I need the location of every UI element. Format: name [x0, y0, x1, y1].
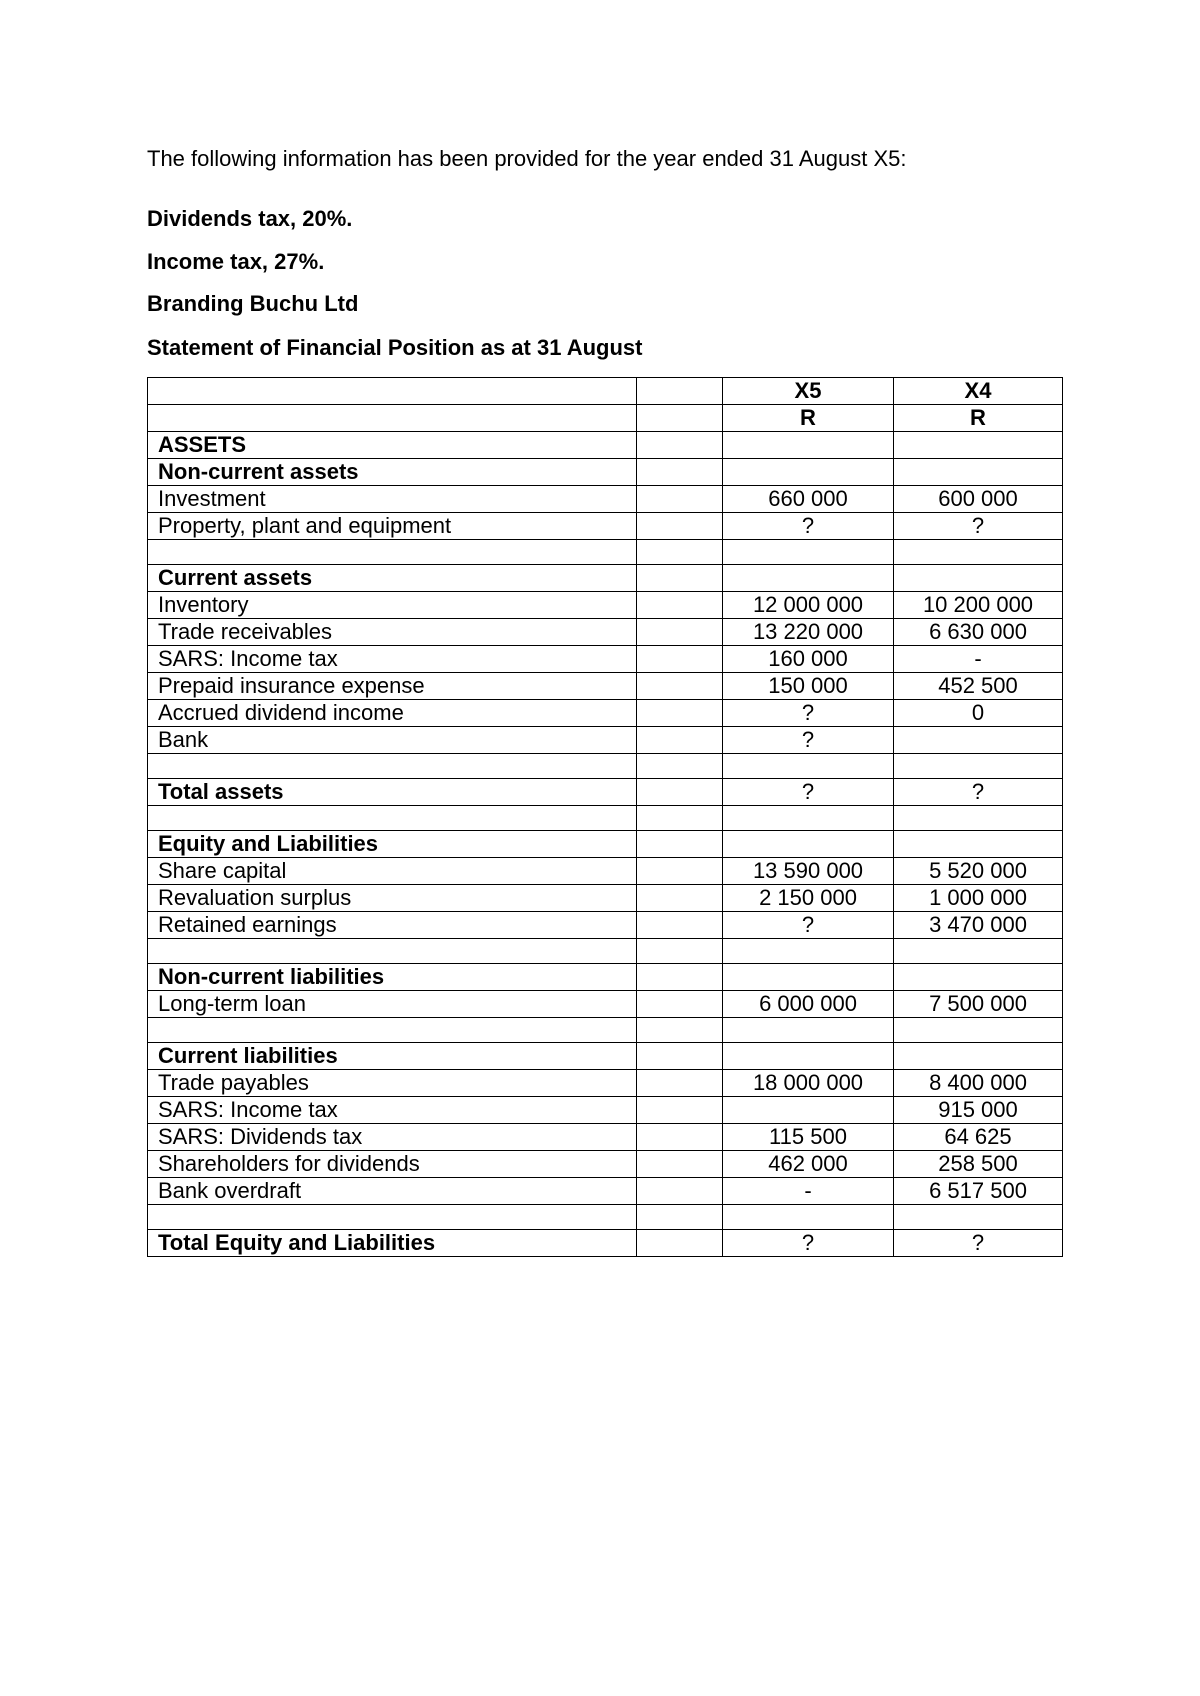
value-x4: [894, 432, 1063, 459]
header-x5-unit: R: [723, 405, 894, 432]
financial-position-table: [147, 377, 1063, 1257]
header-note-cell: [637, 378, 723, 405]
table-row: [148, 831, 1063, 858]
row-label: Trade receivables: [148, 619, 637, 646]
note-cell: [637, 513, 723, 540]
value-x4: 600 000: [894, 486, 1063, 513]
header-x5: X5: [723, 378, 894, 405]
empty-cell: [637, 939, 723, 964]
value-x5: [723, 1043, 894, 1070]
value-x5: ?: [723, 912, 894, 939]
value-x4: 1 000 000: [894, 885, 1063, 912]
statement-title: Statement of Financial Position as at 31 August: [147, 335, 643, 360]
table-row: [148, 619, 1063, 646]
value-x5: ?: [723, 700, 894, 727]
table-row: [148, 991, 1063, 1018]
row-label: Inventory: [148, 592, 637, 619]
spacer-row: [148, 806, 1063, 831]
row-label: Total Equity and Liabilities: [148, 1230, 637, 1257]
table-row: [148, 885, 1063, 912]
empty-cell: [637, 1205, 723, 1230]
row-label: Current assets: [148, 565, 637, 592]
value-x4: 7 500 000: [894, 991, 1063, 1018]
table-row: [148, 513, 1063, 540]
row-label: Non-current liabilities: [148, 964, 637, 991]
header-row-years: [148, 378, 1063, 405]
header-label-cell: [148, 405, 637, 432]
empty-cell: [637, 1018, 723, 1043]
table-row: [148, 700, 1063, 727]
table-row: [148, 646, 1063, 673]
value-x5: 160 000: [723, 646, 894, 673]
value-x4: [894, 964, 1063, 991]
row-label: Prepaid insurance expense: [148, 673, 637, 700]
value-x4: 64 625: [894, 1124, 1063, 1151]
value-x5: 12 000 000: [723, 592, 894, 619]
table-row: [148, 486, 1063, 513]
note-cell: [637, 831, 723, 858]
table-row: [148, 1043, 1063, 1070]
table-row: [148, 779, 1063, 806]
note-cell: [637, 700, 723, 727]
value-x4: [894, 1043, 1063, 1070]
note-cell: [637, 727, 723, 754]
value-x4: ?: [894, 1230, 1063, 1257]
row-label: SARS: Income tax: [148, 1097, 637, 1124]
empty-cell: [894, 1205, 1063, 1230]
note-cell: [637, 964, 723, 991]
value-x5: 18 000 000: [723, 1070, 894, 1097]
value-x4: [894, 727, 1063, 754]
table-row: [148, 727, 1063, 754]
row-label: Non-current assets: [148, 459, 637, 486]
income-tax-rate: Income tax, 27%.: [147, 249, 325, 274]
header-x4: X4: [894, 378, 1063, 405]
value-x5: ?: [723, 1230, 894, 1257]
value-x4: 258 500: [894, 1151, 1063, 1178]
empty-cell: [894, 540, 1063, 565]
note-cell: [637, 991, 723, 1018]
row-label: Equity and Liabilities: [148, 831, 637, 858]
table-row: [148, 912, 1063, 939]
spacer-row: [148, 1018, 1063, 1043]
value-x5: [723, 1097, 894, 1124]
value-x5: 13 220 000: [723, 619, 894, 646]
empty-cell: [148, 806, 637, 831]
empty-cell: [148, 754, 637, 779]
spacer-row: [148, 1205, 1063, 1230]
value-x4: 5 520 000: [894, 858, 1063, 885]
value-x4: -: [894, 646, 1063, 673]
note-cell: [637, 1230, 723, 1257]
note-cell: [637, 779, 723, 806]
row-label: Accrued dividend income: [148, 700, 637, 727]
table-row: [148, 1070, 1063, 1097]
header-x4-unit: R: [894, 405, 1063, 432]
empty-cell: [637, 754, 723, 779]
value-x5: 115 500: [723, 1124, 894, 1151]
empty-cell: [894, 806, 1063, 831]
empty-cell: [148, 540, 637, 565]
value-x4: ?: [894, 779, 1063, 806]
table-row: [148, 459, 1063, 486]
value-x5: [723, 565, 894, 592]
value-x4: 6 630 000: [894, 619, 1063, 646]
note-cell: [637, 1043, 723, 1070]
header-row-units: [148, 405, 1063, 432]
table-row: [148, 1151, 1063, 1178]
intro-text: The following information has been provided for the year ended 31 August X5:: [147, 146, 907, 171]
empty-cell: [723, 806, 894, 831]
empty-cell: [148, 939, 637, 964]
empty-cell: [637, 806, 723, 831]
note-cell: [637, 619, 723, 646]
value-x4: 0: [894, 700, 1063, 727]
note-cell: [637, 885, 723, 912]
row-label: SARS: Dividends tax: [148, 1124, 637, 1151]
value-x4: [894, 459, 1063, 486]
note-cell: [637, 486, 723, 513]
spacer-row: [148, 754, 1063, 779]
dividends-tax-rate: Dividends tax, 20%.: [147, 206, 353, 231]
value-x5: 462 000: [723, 1151, 894, 1178]
table-row: [148, 592, 1063, 619]
value-x5: [723, 964, 894, 991]
table-row: [148, 1097, 1063, 1124]
row-label: Current liabilities: [148, 1043, 637, 1070]
note-cell: [637, 592, 723, 619]
value-x5: 2 150 000: [723, 885, 894, 912]
empty-cell: [894, 939, 1063, 964]
value-x5: 6 000 000: [723, 991, 894, 1018]
value-x4: 10 200 000: [894, 592, 1063, 619]
note-cell: [637, 1097, 723, 1124]
note-cell: [637, 646, 723, 673]
header-note-cell: [637, 405, 723, 432]
row-label: Long-term loan: [148, 991, 637, 1018]
value-x4: 452 500: [894, 673, 1063, 700]
value-x4: 6 517 500: [894, 1178, 1063, 1205]
row-label: Bank: [148, 727, 637, 754]
note-cell: [637, 1178, 723, 1205]
note-cell: [637, 912, 723, 939]
value-x5: ?: [723, 513, 894, 540]
value-x5: ?: [723, 779, 894, 806]
note-cell: [637, 1151, 723, 1178]
row-label: SARS: Income tax: [148, 646, 637, 673]
note-cell: [637, 432, 723, 459]
empty-cell: [723, 939, 894, 964]
row-label: Share capital: [148, 858, 637, 885]
value-x5: -: [723, 1178, 894, 1205]
table-row: [148, 964, 1063, 991]
empty-cell: [723, 754, 894, 779]
note-cell: [637, 673, 723, 700]
value-x4: [894, 831, 1063, 858]
table-row: [148, 858, 1063, 885]
empty-cell: [894, 754, 1063, 779]
table-row: [148, 432, 1063, 459]
row-label: Trade payables: [148, 1070, 637, 1097]
value-x4: ?: [894, 513, 1063, 540]
note-cell: [637, 1124, 723, 1151]
row-label: Property, plant and equipment: [148, 513, 637, 540]
empty-cell: [148, 1205, 637, 1230]
table-body: [148, 378, 1063, 1257]
note-cell: [637, 858, 723, 885]
row-label: Revaluation surplus: [148, 885, 637, 912]
table-row: [148, 1124, 1063, 1151]
header-label-cell: [148, 378, 637, 405]
value-x5: 13 590 000: [723, 858, 894, 885]
empty-cell: [723, 1205, 894, 1230]
value-x4: 3 470 000: [894, 912, 1063, 939]
value-x5: [723, 831, 894, 858]
table-row: [148, 1230, 1063, 1257]
row-label: ASSETS: [148, 432, 637, 459]
row-label: Retained earnings: [148, 912, 637, 939]
spacer-row: [148, 540, 1063, 565]
value-x5: ?: [723, 727, 894, 754]
row-label: Total assets: [148, 779, 637, 806]
note-cell: [637, 565, 723, 592]
empty-cell: [148, 1018, 637, 1043]
value-x4: 8 400 000: [894, 1070, 1063, 1097]
empty-cell: [894, 1018, 1063, 1043]
value-x4: 915 000: [894, 1097, 1063, 1124]
table-row: [148, 673, 1063, 700]
value-x5: 660 000: [723, 486, 894, 513]
value-x5: [723, 432, 894, 459]
table-row: [148, 565, 1063, 592]
row-label: Shareholders for dividends: [148, 1151, 637, 1178]
note-cell: [637, 1070, 723, 1097]
table-row: [148, 1178, 1063, 1205]
spacer-row: [148, 939, 1063, 964]
note-cell: [637, 459, 723, 486]
empty-cell: [723, 1018, 894, 1043]
company-name: Branding Buchu Ltd: [147, 291, 359, 316]
value-x5: 150 000: [723, 673, 894, 700]
empty-cell: [637, 540, 723, 565]
value-x4: [894, 565, 1063, 592]
empty-cell: [723, 540, 894, 565]
value-x5: [723, 459, 894, 486]
row-label: Investment: [148, 486, 637, 513]
row-label: Bank overdraft: [148, 1178, 637, 1205]
